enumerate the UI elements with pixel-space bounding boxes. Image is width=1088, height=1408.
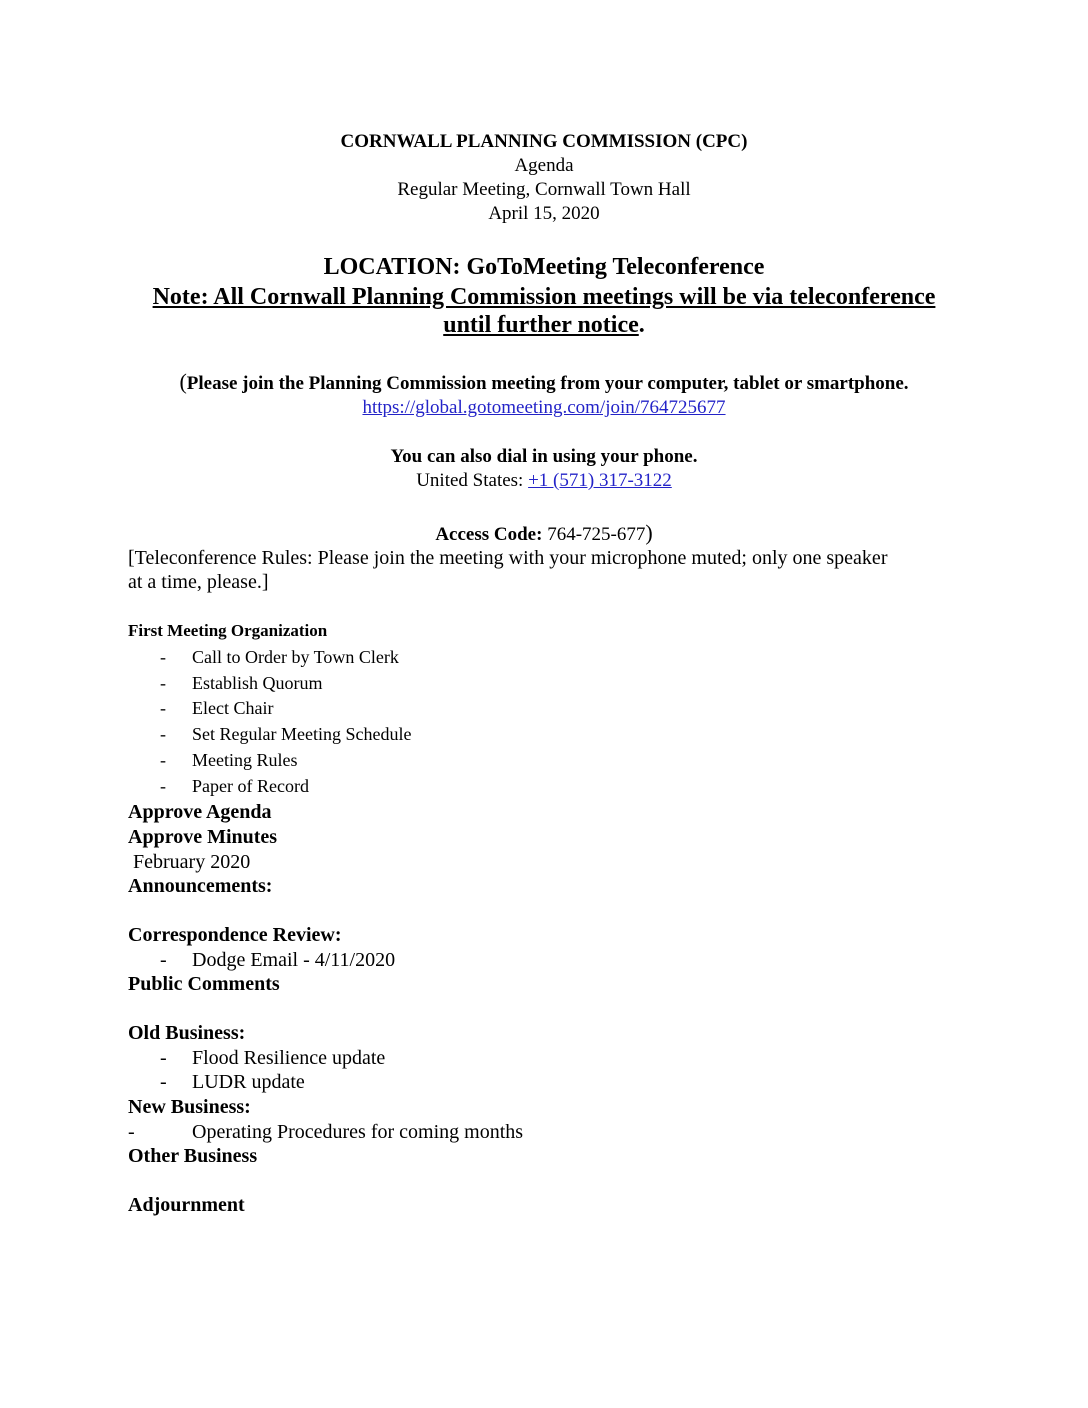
bullet-dash: - [160,949,167,971]
approve-agenda-heading: Approve Agenda [128,801,272,823]
phone-link[interactable]: +1 (571) 317-3122 [528,470,672,491]
access-code-line [0,521,1088,547]
bullet-dash: - [128,1121,135,1143]
rules-line2: at a time, please.] [128,571,269,593]
bullet-dash: - [160,1047,167,1069]
bullet-dash: - [160,647,166,667]
list-item-text: Operating Procedures for coming months [192,1121,524,1143]
list-item-text: Establish Quorum [192,673,323,693]
access-label: Access Code: [435,524,548,545]
bullet-dash: - [160,1071,167,1093]
note-line2-text: until further notice [443,312,639,338]
list-item-text: Elect Chair [192,698,274,718]
note-period: . [638,312,645,338]
list-item-text: Call to Order by Town Clerk [192,647,399,667]
bullet-dash: - [160,750,166,770]
close-paren: ) [645,520,653,545]
teleconference-note-line1: Note: All Cornwall Planning Commission meetings will be via teleconference [152,284,936,310]
teleconference-note-line2 [0,311,1088,339]
rules-line1: [Teleconference Rules: Please join the meeting with your microphone muted; only one speaker [128,547,888,569]
list-item-text: Set Regular Meeting Schedule [192,724,412,744]
join-text: Please join the Planning Commission meeting from your computer, tablet or smartphone. [186,373,909,394]
bullet-dash: - [160,776,166,796]
other-business-heading: Other Business [128,1145,258,1167]
minutes-item: February 2020 [128,851,251,873]
document-title: CORNWALL PLANNING COMMISSION (CPC) [340,131,748,152]
meeting-date: April 15, 2020 [488,203,600,224]
dial-heading: You can also dial in using your phone. [390,446,698,467]
phone-line [0,469,1088,493]
list-item-text: Dodge Email - 4/11/2020 [192,949,396,971]
access-code: 764-725-677 [547,524,646,545]
meeting-place: Regular Meeting, Cornwall Town Hall [397,179,691,200]
correspondence-heading: Correspondence Review: [128,924,342,946]
open-paren: ( [179,369,187,394]
location-line: LOCATION: GoToMeeting Teleconference [323,254,765,280]
bullet-dash: - [160,724,166,744]
announcements-heading: Announcements: [128,875,273,897]
list-item-text: Paper of Record [192,776,309,796]
approve-minutes-heading: Approve Minutes [128,826,278,848]
old-business-heading: Old Business: [128,1022,246,1044]
list-item-text: LUDR update [192,1071,305,1093]
new-business-heading: New Business: [128,1096,251,1118]
first-meeting-heading: First Meeting Organization [128,621,328,640]
join-url-link[interactable]: https://global.gotomeeting.com/join/764725677 [362,397,726,418]
bullet-dash: - [160,673,166,693]
list-item-text: Flood Resilience update [192,1047,386,1069]
bullet-dash: - [160,698,166,718]
public-comments-heading: Public Comments [128,973,280,995]
join-url-line [0,396,1088,420]
list-item-text: Meeting Rules [192,750,298,770]
document-subtitle: Agenda [514,155,574,176]
join-instructions [0,370,1088,396]
adjournment-heading: Adjournment [128,1194,245,1216]
country-label: United States: [416,470,529,491]
